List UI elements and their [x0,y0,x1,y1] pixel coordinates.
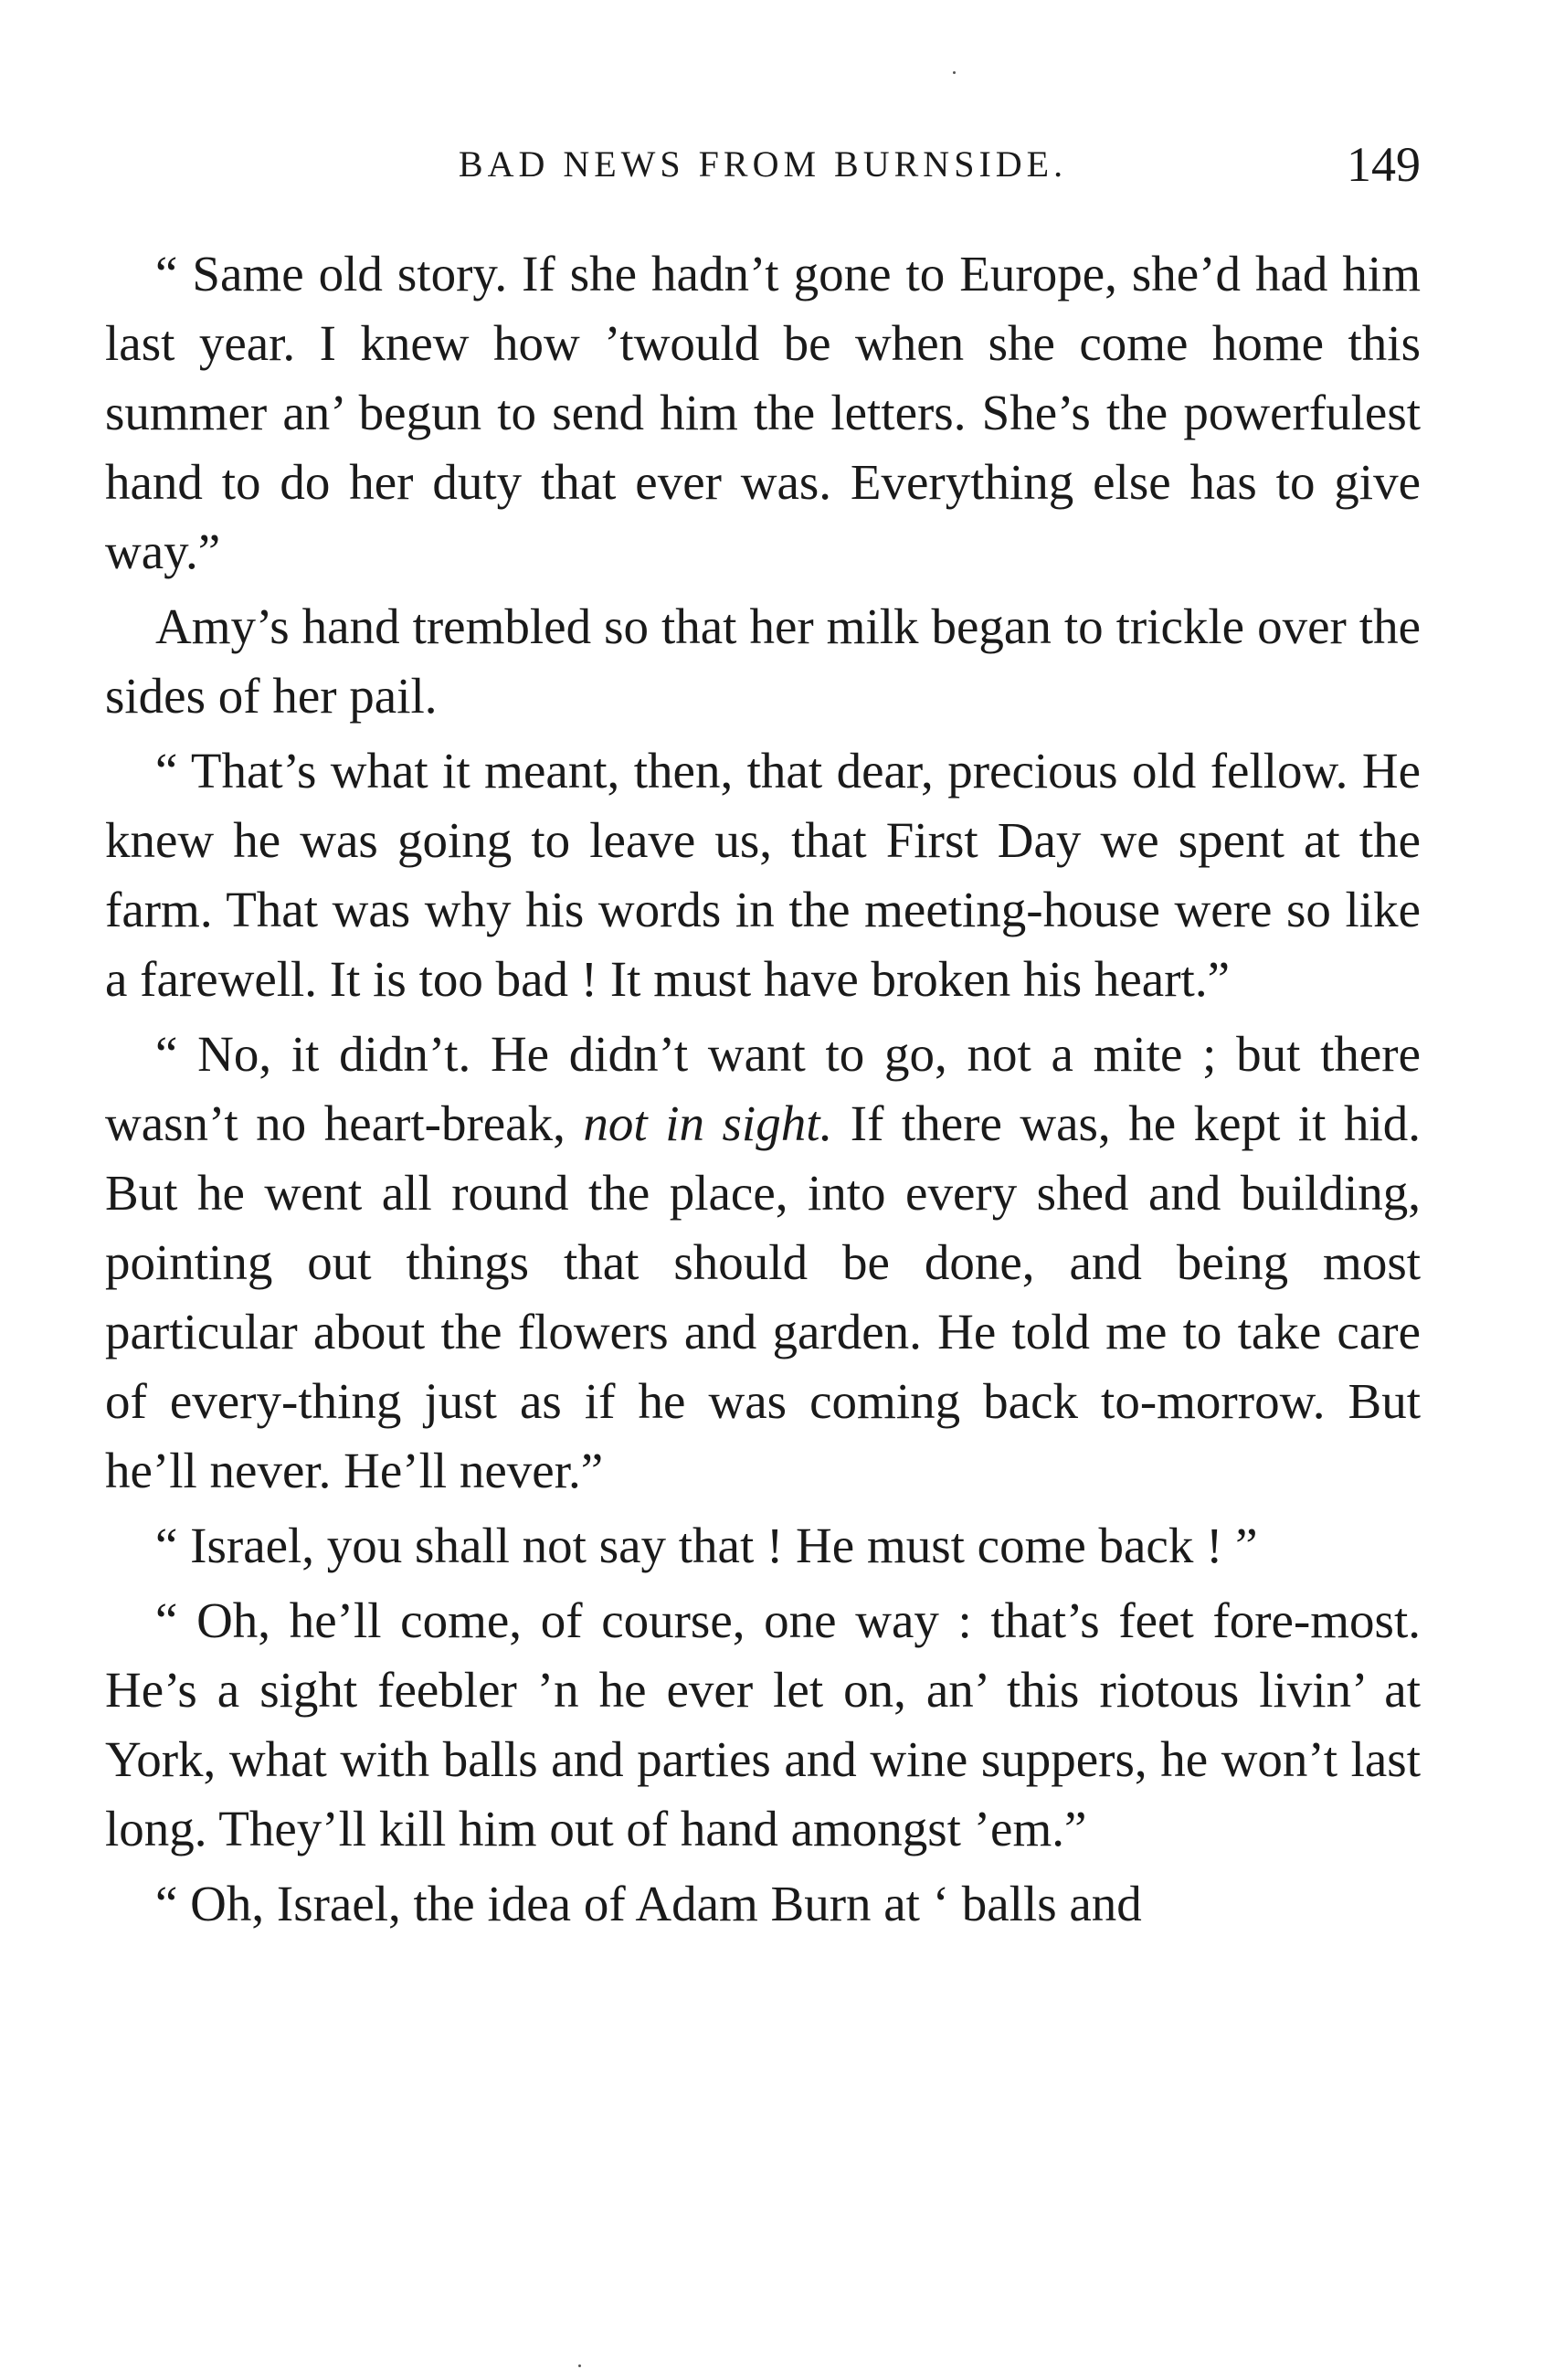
paper-speck [578,2364,581,2367]
paragraph: “ Oh, he’ll come, of course, one way : that’s feet fore-most. He’s a sight feebler ’n he ever let on, an’ this riotous livin’ at York, what with balls and parties and wine suppers, he won’t last long. They’ll kill him out of hand amongst ’em.” [105,1592,1421,1856]
paragraph: “ Same old story. If she hadn’t gone to Europe, she’d had him last year. I knew how ’twould be when she come home this summer an’ begun to send him the letters. She’s the powerfulest hand to do her duty that ever was. Everything else has to give way.” [105,246,1421,579]
paragraph: “ Israel, you shall not say that ! He must come back ! ” [155,1518,1258,1573]
paper-speck [953,71,956,74]
body-text [105,239,1421,1944]
paragraph-text: If there was, he kept it hid. But he went all round the place, into every shed and building, pointing out things that should be done, and being most particular about the flowers and garden. He told me to take care of every-thing just as if he was coming back to-morrow. But he’ll never. He’ll never.” [105,1095,1422,1498]
paragraph [105,1020,1421,1506]
italic-phrase: not in sight. [583,1095,833,1151]
paragraph-text: “ No, it didn’t. He didn’t want to go, not a mite ; but there wasn’t no heart-break, [105,1026,1421,1151]
page-header [105,132,1421,196]
paragraph: Amy’s hand trembled so that her milk began to trickle over the sides of her pail. [105,598,1421,724]
paragraph: “ That’s what it meant, then, that dear, precious old fellow. He knew he was going to leave us, that First Day we spent at the farm. That was why his words in the meeting-house were so like a farewell. It is too bad ! It must have broken his heart.” [105,743,1421,1007]
running-head: BAD NEWS FROM BURNSIDE. [458,143,1068,185]
page-number: 149 [1347,137,1421,192]
paragraph: “ Oh, Israel, the idea of Adam Burn at ‘ balls and [155,1876,1142,1931]
